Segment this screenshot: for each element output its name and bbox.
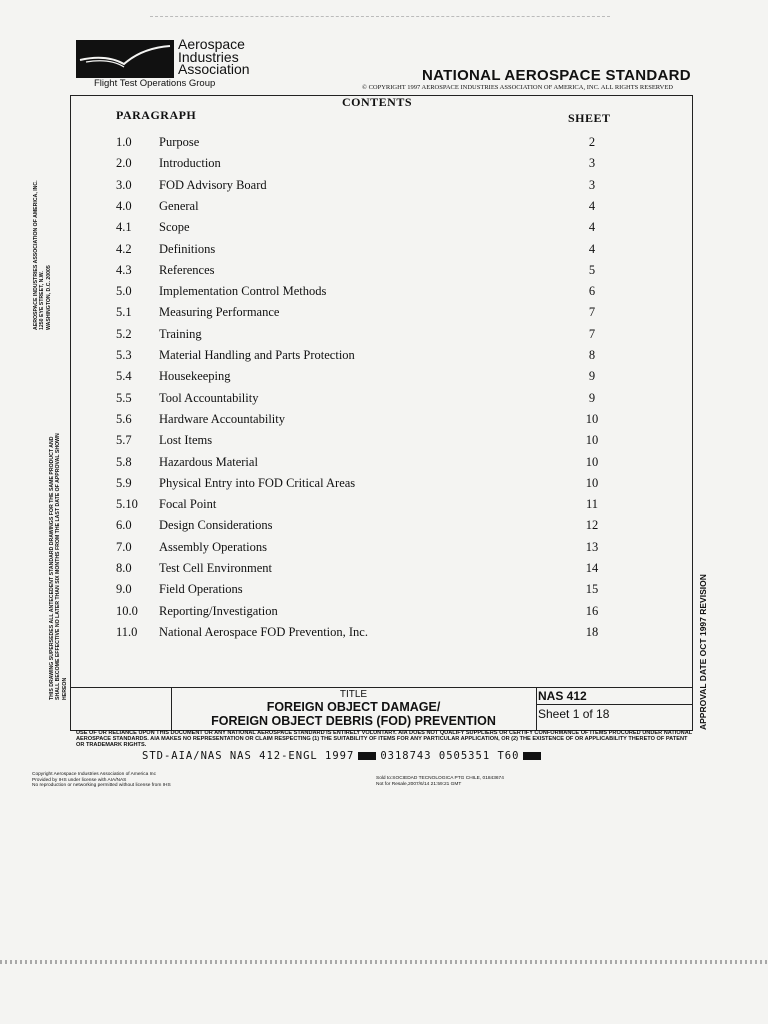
toc-number: 5.9 (116, 475, 132, 490)
toc-sheet: 10 (585, 475, 599, 490)
designation-cell (536, 688, 692, 730)
toc-number: 5.4 (116, 369, 132, 384)
toc-number: 7.0 (116, 539, 132, 554)
toc-row (0, 263, 768, 281)
toc-title: Lost Items (159, 433, 213, 448)
logo-line-2: Industries (178, 48, 239, 65)
title-label: TITLE (339, 689, 368, 700)
toc-sheet: 9 (588, 390, 596, 405)
toc-row (0, 284, 768, 302)
supersede-line-1: THIS DRAWING SUPERSEDES ALL ANTECEDENT STANDARD DRAWINGS FOR THE SAME PRODUCT AND (49, 436, 55, 700)
toc-number: 5.10 (116, 497, 138, 512)
toc-row (0, 497, 768, 515)
toc-row (0, 625, 768, 643)
paragraph-column-header: PARAGRAPH (116, 108, 197, 122)
toc-sheet: 10 (585, 411, 599, 426)
toc-row (0, 199, 768, 217)
standard-title: NATIONAL AEROSPACE STANDARD (422, 67, 691, 84)
toc-title: Purpose (159, 135, 200, 149)
footer-line-3: No reproduction or networking permitted without license from IHS (32, 783, 171, 789)
toc-row (0, 540, 768, 558)
sale-footer (376, 776, 504, 787)
toc-sheet: 12 (585, 518, 599, 533)
toc-row (0, 305, 768, 323)
toc-row (0, 327, 768, 345)
toc-title: Definitions (159, 241, 216, 256)
toc-row (0, 455, 768, 473)
scan-artifact-top (150, 16, 610, 18)
footer-not-for-resale: Not for Resale,2007/6/14 21:59:21 GMT (376, 781, 462, 787)
redaction-bar (358, 752, 376, 760)
supersede-line-3: HEREON (61, 677, 68, 700)
license-footer (32, 772, 171, 789)
toc-number: 6.0 (116, 518, 132, 533)
toc-row (0, 391, 768, 409)
toc-sheet: 16 (585, 603, 599, 618)
footer-sold-to: Sold to:SOCIEDAD TECNOLOGICA PTG CHILE, 01843674 (376, 776, 504, 781)
toc-sheet: 6 (588, 284, 596, 299)
scan-artifact-bottom (0, 960, 768, 964)
address-line-3: WASHINGTON, D.C. 20005 (45, 265, 52, 330)
toc-title: Scope (159, 220, 190, 235)
toc-sheet: 9 (588, 369, 596, 384)
toc-sheet: 3 (588, 156, 596, 171)
toc-sheet: 10 (585, 454, 599, 469)
toc-sheet: 10 (585, 433, 599, 448)
toc-number: 4.0 (116, 198, 132, 213)
toc-title: Hardware Accountability (159, 411, 285, 426)
toc-title: National Aerospace FOD Prevention, Inc. (159, 624, 368, 639)
toc-number: 11.0 (116, 624, 138, 639)
toc-number: 5.5 (116, 390, 132, 405)
toc-sheet: 5 (588, 262, 596, 277)
toc-title: References (159, 262, 215, 277)
toc-sheet: 3 (588, 177, 596, 192)
supersede-line-2: SHALL BECOME EFFECTIVE NO LATER THAN SIX MONTHS FROM THE LAST DATE OF APPROVAL SHOWN (55, 433, 62, 700)
toc-sheet: 8 (588, 348, 596, 362)
toc-number: 2.0 (116, 156, 132, 171)
address-line-2: 1250 EYE STREET, N.W. (39, 271, 46, 330)
toc-number: 5.0 (116, 284, 132, 299)
toc-sheet: 4 (588, 220, 596, 235)
sheet-count: Sheet 1 of 18 (538, 707, 610, 721)
toc-number: 5.8 (116, 454, 132, 469)
toc-title: Measuring Performance (159, 305, 280, 320)
toc-title: Assembly Operations (159, 539, 267, 554)
toc-title: Implementation Control Methods (159, 284, 327, 299)
toc-sheet: 15 (585, 582, 599, 597)
toc-title: Test Cell Environment (159, 561, 272, 575)
toc-row (0, 476, 768, 494)
toc-sheet: 13 (585, 539, 599, 554)
toc-number: 5.3 (116, 348, 132, 362)
toc-row (0, 178, 768, 196)
disclaimer-text: USE OF OR RELIANCE UPON THIS DOCUMENT OR ANY NATIONAL AEROSPACE STANDARD IS ENTIRELY VOLUNTARY. AIA DOES NOT QUALIFY SUPPLIERS OR CERTIFY CONFORMANCE OF ITEMS PROCURED UNDER NATIONAL AEROSPACE STANDARDS. AIA MAKES NO REPRESENTATION OR CLAIM RESPECTING (1) THE SUITABILITY OF ITEMS FOR ANY PARTICULAR APPLICATION, OR (2) THE EXISTENCE OF OR APPLICABILITY THERETO OF PATENT OR TRADEMARK RIGHTS. (76, 730, 693, 748)
toc-sheet: 7 (588, 326, 596, 341)
toc-title: Hazardous Material (159, 454, 258, 469)
toc-title: General (159, 198, 199, 213)
toc-row (0, 582, 768, 600)
title-block (70, 687, 693, 731)
toc-title: FOD Advisory Board (159, 177, 267, 192)
toc-number: 4.2 (116, 241, 132, 256)
redaction-bar (523, 752, 541, 760)
toc-number: 9.0 (116, 582, 132, 597)
toc-row (0, 242, 768, 260)
toc-row (0, 348, 768, 366)
toc-title: Design Considerations (159, 518, 273, 533)
supersede-notice (49, 390, 68, 700)
toc-title: Physical Entry into FOD Critical Areas (159, 475, 356, 490)
toc-sheet: 7 (588, 305, 596, 320)
toc-row (0, 135, 768, 153)
footer-line-1: Copyright Aerospace Industries Association of America Inc (32, 772, 156, 777)
toc-number: 10.0 (116, 603, 138, 618)
nas-number: NAS 412 (536, 688, 692, 705)
toc-number: 5.2 (116, 326, 132, 341)
logo-line-1: Aerospace (178, 36, 245, 52)
toc-number: 8.0 (116, 561, 132, 575)
address-line-1: AEROSPACE INDUSTRIES ASSOCIATION OF AMERICA, INC. (33, 180, 39, 330)
toc-row (0, 369, 768, 387)
copyright-notice: © COPYRIGHT 1997 AEROSPACE INDUSTRIES ASSOCIATION OF AMERICA, INC. ALL RIGHTS RESERVED (362, 84, 673, 91)
logo-line-3: Association (178, 61, 250, 77)
toc-row (0, 518, 768, 536)
toc-number: 4.1 (116, 220, 132, 235)
group-name: Flight Test Operations Group (94, 78, 216, 89)
toc-row (0, 604, 768, 622)
std-identifier (142, 750, 545, 762)
toc-number: 5.1 (116, 305, 132, 320)
toc-number: 1.0 (116, 135, 132, 149)
toc-number: 4.3 (116, 262, 132, 277)
toc-title: Focal Point (159, 497, 217, 512)
std-id-left: STD-AIA/NAS NAS 412-ENGL 1997 (142, 750, 355, 762)
toc-title: Reporting/Investigation (159, 603, 278, 618)
toc-row (0, 220, 768, 238)
toc-sheet: 4 (588, 198, 596, 213)
toc-number: 3.0 (116, 177, 132, 192)
toc-title: Material Handling and Parts Protection (159, 348, 355, 362)
approval-date: APPROVAL DATE OCT 1997 REVISION (698, 574, 708, 730)
toc-row (0, 433, 768, 451)
contents-heading: CONTENTS (342, 95, 413, 109)
toc-sheet: 2 (588, 135, 596, 149)
toc-number: 5.7 (116, 433, 132, 448)
toc-title: Tool Accountability (159, 390, 259, 405)
toc-row (0, 561, 768, 579)
aia-address (33, 30, 52, 330)
toc-row (0, 156, 768, 174)
toc-number: 5.6 (116, 411, 132, 426)
toc-row (0, 412, 768, 430)
toc-sheet: 4 (588, 241, 596, 256)
aia-logo (76, 40, 174, 78)
std-id-right: 0318743 0505351 T60 (380, 750, 520, 762)
logo-wordmark (178, 38, 250, 76)
title-cell (171, 688, 537, 730)
title-block-blank-cell (71, 688, 172, 730)
toc-title: Field Operations (159, 582, 243, 597)
toc-title: Training (159, 326, 202, 341)
toc-sheet: 11 (585, 497, 599, 512)
toc-sheet: 18 (585, 624, 599, 639)
toc-sheet: 14 (585, 561, 599, 575)
footer-line-2: Provided by IHS under license with AIA/NAS (32, 777, 127, 783)
sheet-column-header: SHEET (568, 111, 611, 125)
toc-title: Introduction (159, 156, 221, 171)
toc-title: Housekeeping (159, 369, 231, 384)
title-line-2: FOREIGN OBJECT DEBRIS (FOD) PREVENTION (211, 714, 496, 728)
title-line-1: FOREIGN OBJECT DAMAGE/ (266, 700, 441, 714)
